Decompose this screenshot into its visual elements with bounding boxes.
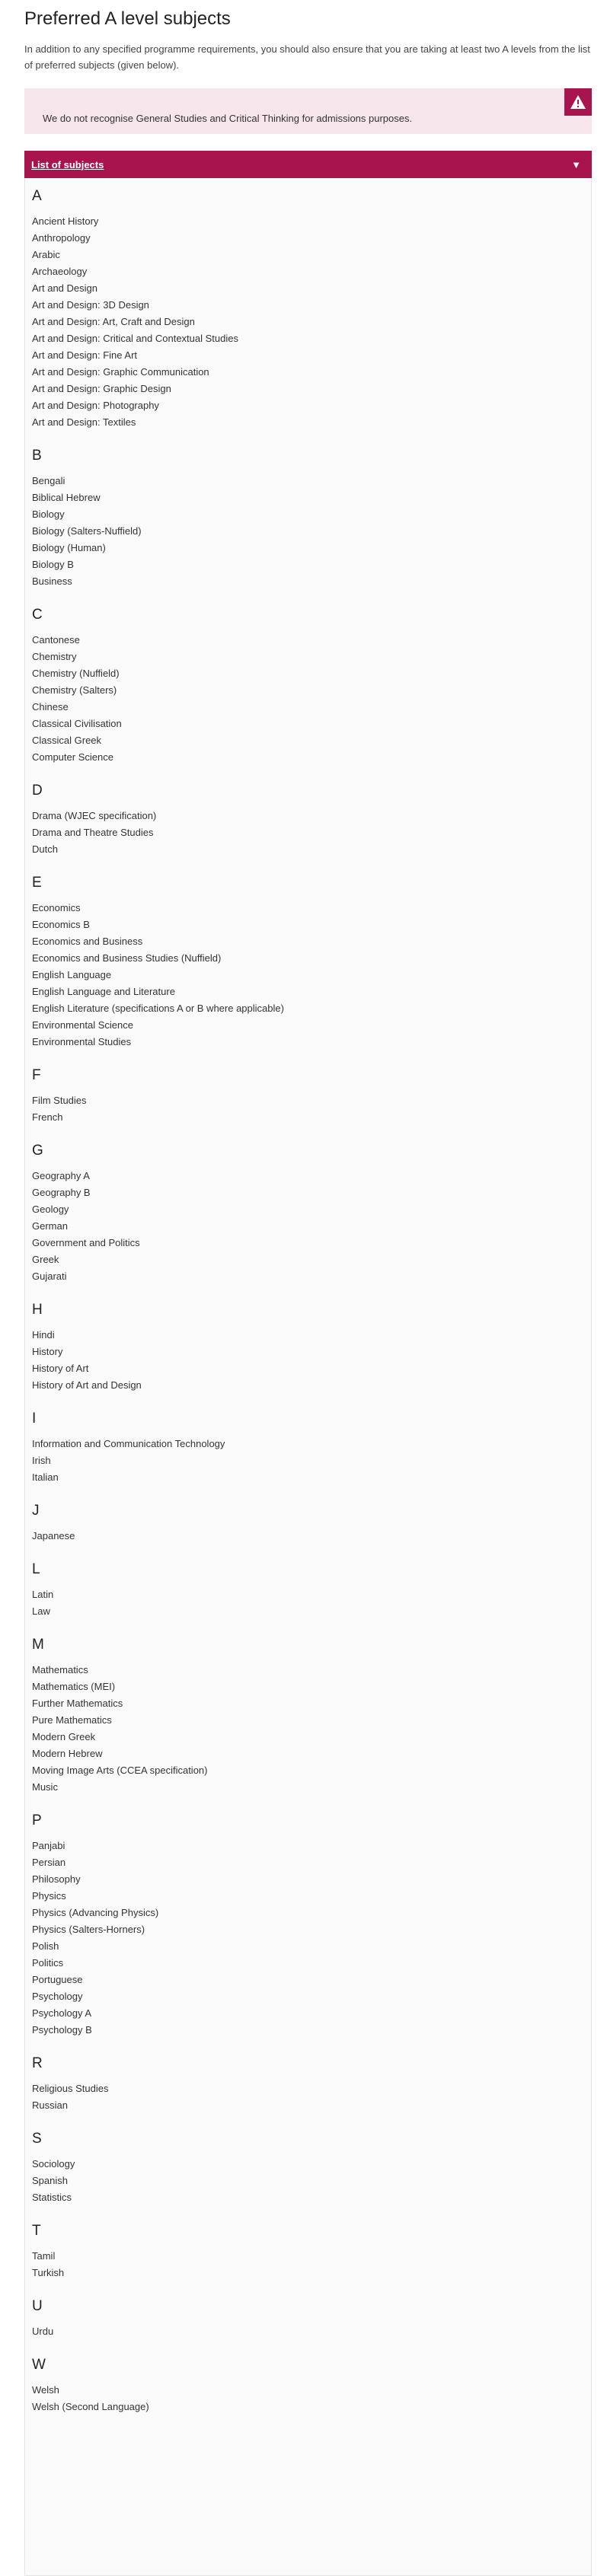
letter-group-i xyxy=(32,1410,591,1486)
subject-item: Mathematics (MEI) xyxy=(32,1681,116,1692)
subject-item: Geology xyxy=(32,1204,69,1215)
subject-item: Music xyxy=(32,1781,58,1793)
subject-item: English Language xyxy=(32,969,112,980)
subject-item: Arabic xyxy=(32,249,60,260)
letter-group-g xyxy=(32,1142,591,1285)
subject-item: Polish xyxy=(32,1940,59,1952)
letter-group-h xyxy=(32,1301,591,1394)
letter-heading: T xyxy=(32,2223,41,2239)
letter-group-d xyxy=(32,782,591,858)
subject-item: Portuguese xyxy=(32,1974,83,1985)
subject-item: Art and Design: Photography xyxy=(32,400,159,411)
subject-item: Psychology B xyxy=(32,2024,92,2036)
subject-item: Latin xyxy=(32,1589,54,1600)
letter-heading: F xyxy=(32,1067,41,1083)
subject-item: Pure Mathematics xyxy=(32,1714,112,1726)
subject-item: Chemistry xyxy=(32,651,77,662)
subject-item: Cantonese xyxy=(32,634,80,646)
letter-group-l xyxy=(32,1561,591,1620)
subject-item: Classical Civilisation xyxy=(32,718,122,729)
letter-group-u xyxy=(32,2297,591,2340)
subject-item: German xyxy=(32,1220,68,1232)
letter-heading: I xyxy=(32,1411,37,1427)
subject-item: Anthropology xyxy=(32,232,91,244)
chevron-down-icon[interactable]: ▼ xyxy=(571,158,581,171)
subject-item: Urdu xyxy=(32,2326,54,2337)
letter-heading: E xyxy=(32,875,42,891)
letter-group-r xyxy=(32,2055,591,2114)
letter-heading: S xyxy=(32,2131,42,2147)
accordion-toggle[interactable] xyxy=(24,151,592,178)
subject-item: Further Mathematics xyxy=(32,1698,123,1709)
subject-item: Politics xyxy=(32,1957,64,1969)
letter-group-e xyxy=(32,874,591,1050)
subject-item: Welsh xyxy=(32,2384,59,2396)
letter-group-b xyxy=(32,447,591,590)
subject-item: Art and Design: Graphic Communication xyxy=(32,366,209,378)
subject-item: Biology xyxy=(32,509,65,520)
letter-heading: P xyxy=(32,1812,42,1828)
subject-item: Economics and Business Studies (Nuffield) xyxy=(32,952,222,964)
letter-group-f xyxy=(32,1066,591,1126)
subject-item: Art and Design: Fine Art xyxy=(32,349,138,361)
subject-item: Environmental Studies xyxy=(32,1036,132,1047)
letter-heading: J xyxy=(32,1503,40,1519)
letter-group-t xyxy=(32,2222,591,2281)
subject-item: Business xyxy=(32,575,72,587)
letter-heading: H xyxy=(32,1302,43,1318)
subject-item: Chemistry (Salters) xyxy=(32,684,117,696)
letter-group-a xyxy=(32,187,591,431)
subject-item: Greek xyxy=(32,1254,59,1265)
page-title: Preferred A level subjects xyxy=(24,8,231,29)
letter-group-c xyxy=(32,606,591,766)
letter-heading: U xyxy=(32,2298,43,2314)
letter-heading: A xyxy=(32,188,42,204)
subject-item: Bengali xyxy=(32,475,65,486)
subject-item: Mathematics xyxy=(32,1664,88,1675)
accordion-title[interactable]: List of subjects xyxy=(31,158,104,171)
letter-heading: L xyxy=(32,1561,40,1577)
letter-heading: D xyxy=(32,783,43,799)
subject-item: Psychology xyxy=(32,1991,83,2002)
subjects-accordion xyxy=(24,151,592,2576)
letter-heading: C xyxy=(32,607,43,623)
subject-item: English Language and Literature xyxy=(32,986,175,997)
subject-item: Spanish xyxy=(32,2175,68,2186)
subject-item: French xyxy=(32,1111,63,1123)
letter-heading: W xyxy=(32,2357,46,2373)
subject-item: Art and Design: 3D Design xyxy=(32,299,149,311)
subject-item: Hindi xyxy=(32,1329,55,1341)
subject-item: Religious Studies xyxy=(32,2083,109,2094)
subject-item: Turkish xyxy=(32,2267,65,2278)
subject-item: Psychology A xyxy=(32,2007,92,2019)
subject-item: Computer Science xyxy=(32,751,113,763)
subject-item: Italian xyxy=(32,1471,59,1483)
subject-item: History xyxy=(32,1346,63,1357)
subject-item: Statistics xyxy=(32,2192,72,2203)
subject-item: Film Studies xyxy=(32,1095,87,1106)
subject-item: Environmental Science xyxy=(32,1019,133,1031)
subject-item: Moving Image Arts (CCEA specification) xyxy=(32,1765,208,1776)
subject-item: Law xyxy=(32,1605,50,1617)
subject-item: Biblical Hebrew xyxy=(32,492,101,503)
subject-item: Gujarati xyxy=(32,1270,67,1282)
subject-item: Drama (WJEC specification) xyxy=(32,810,157,821)
warning-banner xyxy=(24,88,592,134)
subject-item: Art and Design: Art, Craft and Design xyxy=(32,316,195,327)
subject-item: Geography A xyxy=(32,1170,90,1181)
subject-item: Government and Politics xyxy=(32,1237,140,1248)
letter-group-s xyxy=(32,2130,591,2206)
subject-item: Biology (Human) xyxy=(32,542,106,553)
subject-item: Archaeology xyxy=(32,266,88,277)
subject-item: Panjabi xyxy=(32,1840,65,1851)
subject-item: Art and Design: Critical and Contextual Studies xyxy=(32,333,238,344)
subject-item: History of Art xyxy=(32,1363,89,1374)
subject-item: Geography B xyxy=(32,1187,91,1198)
subject-item: Irish xyxy=(32,1455,51,1466)
warning-icon xyxy=(564,88,592,116)
letter-heading: G xyxy=(32,1143,43,1159)
subject-item: Ancient History xyxy=(32,215,99,227)
subject-item: Dutch xyxy=(32,843,58,855)
subject-item: Biology B xyxy=(32,559,74,570)
letter-group-p xyxy=(32,1812,591,2039)
subject-item: Information and Communication Technology xyxy=(32,1438,225,1449)
subject-item: Modern Hebrew xyxy=(32,1748,103,1759)
intro-text: In addition to any specified programme requirements, you should also ensure that you are taking at least two A levels from the list of preferred subjects (given below). xyxy=(24,43,590,71)
letter-heading: B xyxy=(32,448,42,464)
subject-item: Welsh (Second Language) xyxy=(32,2401,149,2412)
subject-item: Chinese xyxy=(32,701,69,713)
subject-item: Tamil xyxy=(32,2250,56,2262)
subject-item: Physics (Advancing Physics) xyxy=(32,1907,159,1918)
letter-group-m xyxy=(32,1636,591,1796)
subject-item: Art and Design xyxy=(32,282,97,294)
subject-list xyxy=(24,178,592,2576)
subject-item: Sociology xyxy=(32,2158,75,2170)
letter-group-w xyxy=(32,2356,591,2415)
subject-item: Economics xyxy=(32,902,81,913)
warning-text: We do not recognise General Studies and Critical Thinking for admissions purposes. xyxy=(43,113,413,124)
letter-heading: R xyxy=(32,2055,43,2071)
subject-item: History of Art and Design xyxy=(32,1379,142,1391)
subject-item: Art and Design: Textiles xyxy=(32,416,136,428)
letter-group-j xyxy=(32,1502,591,1545)
subject-item: Physics (Salters-Horners) xyxy=(32,1924,145,1935)
subject-item: Japanese xyxy=(32,1530,75,1541)
subject-item: Russian xyxy=(32,2099,68,2111)
subject-item: Modern Greek xyxy=(32,1731,96,1742)
subject-item: Drama and Theatre Studies xyxy=(32,827,154,838)
subject-item: Chemistry (Nuffield) xyxy=(32,668,120,679)
subject-item: Biology (Salters-Nuffield) xyxy=(32,525,142,537)
subject-item: Philosophy xyxy=(32,1873,81,1885)
subject-item: Classical Greek xyxy=(32,735,102,746)
subject-item: English Literature (specifications A or B where applicable) xyxy=(32,1003,284,1014)
subject-item: Physics xyxy=(32,1890,66,1902)
letter-heading: M xyxy=(32,1637,44,1653)
subject-item: Economics B xyxy=(32,919,90,930)
subject-item: Art and Design: Graphic Design xyxy=(32,383,171,394)
subject-item: Economics and Business xyxy=(32,936,143,947)
subject-item: Persian xyxy=(32,1857,66,1868)
